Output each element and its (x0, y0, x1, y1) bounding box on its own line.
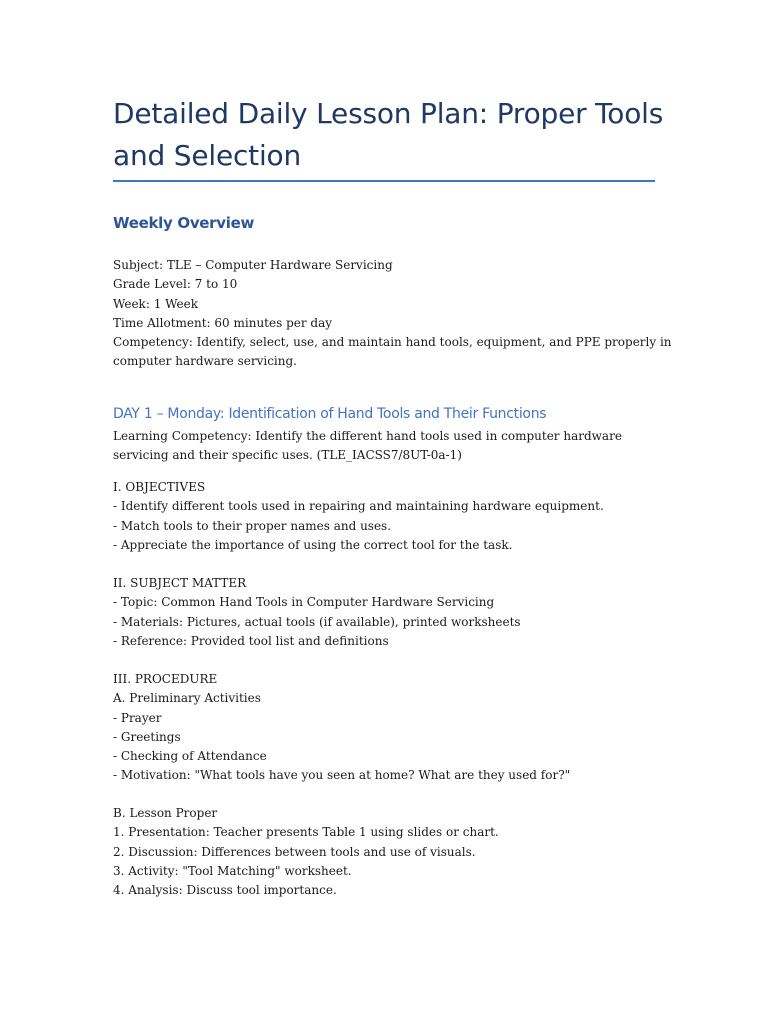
lesson-proper-item: 4. Analysis: Discuss tool importance. (113, 883, 337, 898)
day1-competency-line-2: servicing and their specific uses. (TLE_IACSS7/8UT-0a-1) (113, 448, 462, 463)
procedure-section (113, 670, 655, 786)
procedure-item: - Motivation: "What tools have you seen at home? What are they used for?" (113, 768, 571, 783)
title-line-1: Detailed Daily Lesson Plan: Proper Tools (113, 97, 664, 130)
subject-matter-item: - Materials: Pictures, actual tools (if available), printed worksheets (113, 614, 521, 629)
subject-matter-section (113, 574, 655, 651)
objectives-section (113, 478, 655, 555)
subject-matter-item: - Reference: Provided tool list and definitions (113, 633, 389, 648)
lesson-proper-heading: B. Lesson Proper (113, 806, 218, 820)
preliminary-activities-heading: A. Preliminary Activities (113, 691, 261, 706)
overview-grade-level: Grade Level: 7 to 10 (113, 277, 238, 292)
subject-matter-heading: II. SUBJECT MATTER (113, 576, 247, 590)
overview-time-allotment: Time Allotment: 60 minutes per day (113, 315, 333, 330)
overview-subject: Subject: TLE – Computer Hardware Servicing (113, 258, 393, 272)
title-underline (113, 180, 655, 182)
objective-item: - Appreciate the importance of using the correct tool for the task. (113, 537, 513, 552)
day1-learning-competency (113, 427, 655, 466)
title-line-2: and Selection (113, 139, 302, 172)
overview-competency-cont: computer hardware servicing. (113, 354, 297, 369)
lesson-proper-section (113, 804, 655, 900)
procedure-heading: III. PROCEDURE (113, 672, 218, 686)
objective-item: - Identify different tools used in repairing and maintaining hardware equipment. (113, 499, 604, 514)
procedure-item: - Checking of Attendance (113, 749, 267, 764)
document-title (113, 93, 673, 177)
weekly-overview-details (113, 256, 672, 372)
day1-heading: DAY 1 – Monday: Identification of Hand Tools and Their Functions (113, 406, 547, 422)
objective-item: - Match tools to their proper names and uses. (113, 518, 392, 533)
lesson-proper-item: 2. Discussion: Differences between tools and use of visuals. (113, 844, 476, 859)
day1-competency-line-1: Learning Competency: Identify the different hand tools used in computer hardware (113, 429, 622, 443)
objectives-heading: I. OBJECTIVES (113, 480, 206, 494)
overview-competency: Competency: Identify, select, use, and maintain hand tools, equipment, and PPE properly in (113, 335, 672, 350)
subject-matter-item: - Topic: Common Hand Tools in Computer Hardware Servicing (113, 595, 495, 610)
procedure-item: - Prayer (113, 710, 162, 725)
weekly-overview-heading: Weekly Overview (113, 214, 255, 232)
lesson-proper-item: 3. Activity: "Tool Matching" worksheet. (113, 863, 352, 878)
lesson-proper-item: 1. Presentation: Teacher presents Table 1 using slides or chart. (113, 825, 499, 840)
procedure-item: - Greetings (113, 729, 181, 744)
overview-week: Week: 1 Week (113, 296, 198, 311)
